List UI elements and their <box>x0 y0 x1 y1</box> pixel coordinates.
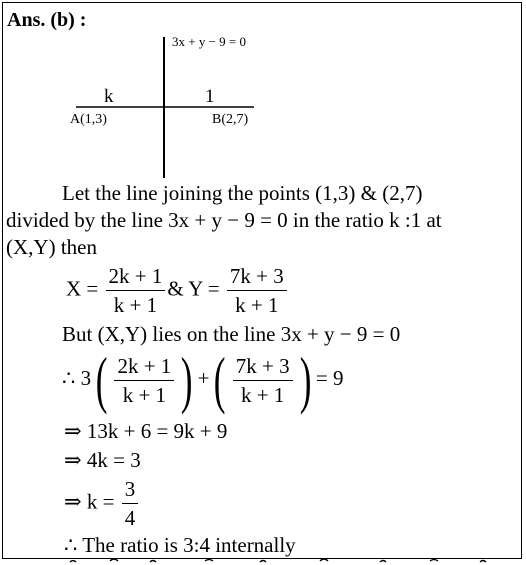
first-fraction <box>114 353 174 408</box>
ratio-one-label: 1 <box>205 86 215 107</box>
k-result <box>64 476 140 531</box>
substitution-prefix: ∴ 3 <box>62 365 92 390</box>
plus-sign: + <box>197 365 210 390</box>
x-numerator: 2k + 1 <box>106 263 166 291</box>
line-equation-label: 3x + y − 9 = 0 <box>172 34 246 49</box>
paragraph-line-3: (X,Y) then <box>6 235 97 259</box>
point-a-label: A(1,3) <box>70 112 107 127</box>
paragraph-line-1: Let the line joining the points (1,3) & (2,7) <box>62 181 423 205</box>
k-denominator: 4 <box>124 506 136 530</box>
first-numerator: 2k + 1 <box>114 353 174 381</box>
second-fraction <box>233 353 293 408</box>
first-denominator: k + 1 <box>122 382 167 407</box>
x-fraction <box>106 263 166 318</box>
answer-label: Ans. (b) : <box>7 9 87 31</box>
xy-formula <box>66 263 289 318</box>
y-denominator: k + 1 <box>235 293 279 317</box>
y-fraction <box>227 263 287 318</box>
intersection-diagram <box>0 0 526 185</box>
y-numerator: 7k + 3 <box>227 263 287 291</box>
cropped-next-line <box>0 556 526 565</box>
substitution-rhs: = 9 <box>315 365 344 390</box>
conclusion: ∴ The ratio is 3:4 internally <box>64 533 296 557</box>
second-numerator: 7k + 3 <box>233 353 293 381</box>
k-result-prefix: ⇒ k = <box>64 489 115 514</box>
x-denominator: k + 1 <box>113 293 158 317</box>
step-1: ⇒ 13k + 6 = 9k + 9 <box>64 419 228 443</box>
substitution-equation: ∴ 3( $\frac{2k + 1}{k + 1}$ ) +( $\frac{7k + 3}{k + 1}$ ) = 9 <box>62 344 344 415</box>
second-denominator: k + 1 <box>241 382 285 407</box>
but-line: But (X,Y) lies on the line 3x + y − 9 = 0 <box>62 322 401 346</box>
x-lhs: X = <box>66 276 99 301</box>
k-fraction <box>122 476 139 531</box>
step-2: ⇒ 4k = 3 <box>64 448 141 472</box>
xy-joiner: & Y = <box>167 276 220 301</box>
ratio-k-label: k <box>104 86 114 107</box>
point-b-label: B(2,7) <box>212 112 249 127</box>
k-numerator: 3 <box>122 476 139 504</box>
paragraph-line-2: divided by the line 3x + y − 9 = 0 in the ratio k :1 at <box>6 208 442 232</box>
